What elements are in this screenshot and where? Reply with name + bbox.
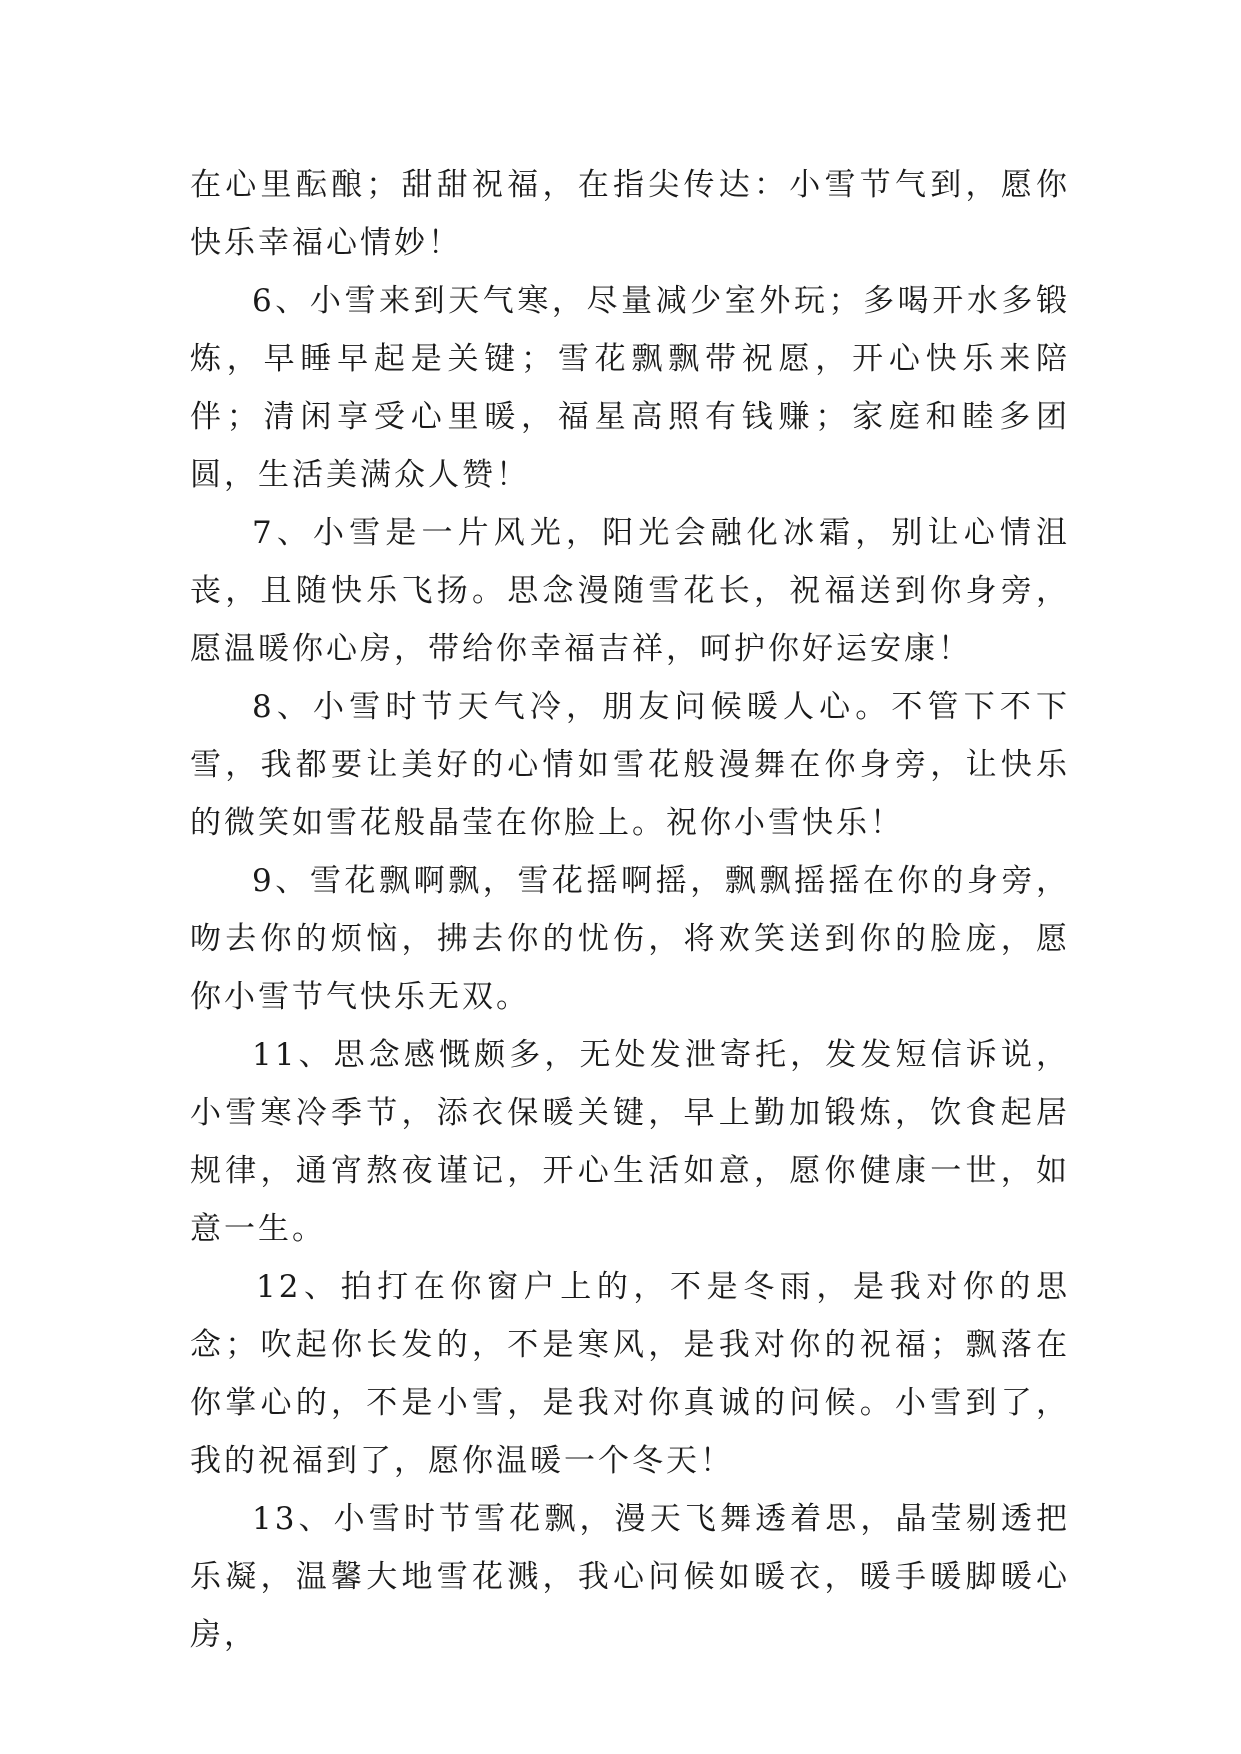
paragraph-7: 7、小雪是一片风光，阳光会融化冰霜，别让心情沮丧，且随快乐飞扬。思念漫随雪花长，祝福送到你身旁，愿温暖你心房，带给你幸福吉祥，呵护你好运安康！ [190, 515, 1070, 667]
body-text [190, 156, 1070, 1664]
paragraph-6: 6、小雪来到天气寒，尽量减少室外玩；多喝开水多锻炼，早睡早起是关键；雪花飘飘带祝愿，开心快乐来陪伴；清闲享受心里暖，福星高照有钱赚；家庭和睦多团圆，生活美满众人赞！ [190, 283, 1070, 493]
paragraph-12: 12、拍打在你窗户上的，不是冬雨，是我对你的思念；吹起你长发的，不是寒风，是我对你的祝福；飘落在你掌心的，不是小雪，是我对你真诚的问候。小雪到了，我的祝福到了，愿你温暖一个冬天！ [190, 1269, 1070, 1479]
paragraph-continued: 在心里酝酿；甜甜祝福，在指尖传达：小雪节气到，愿你快乐幸福心情妙！ [190, 167, 1070, 261]
paragraph-13: 13、小雪时节雪花飘，漫天飞舞透着思，晶莹剔透把乐凝，温馨大地雪花溅，我心问候如暖衣，暖手暖脚暖心房， [190, 1501, 1070, 1653]
paragraph-11: 11、思念感慨颇多，无处发泄寄托，发发短信诉说，小雪寒冷季节，添衣保暖关键，早上勤加锻炼，饮食起居规律，通宵熬夜谨记，开心生活如意，愿你健康一世，如意一生。 [190, 1037, 1070, 1247]
paragraph-9: 9、雪花飘啊飘，雪花摇啊摇，飘飘摇摇在你的身旁，吻去你的烦恼，拂去你的忧伤，将欢笑送到你的脸庞，愿你小雪节气快乐无双。 [190, 863, 1070, 1015]
paragraph-8: 8、小雪时节天气冷，朋友问候暖人心。不管下不下雪，我都要让美好的心情如雪花般漫舞在你身旁，让快乐的微笑如雪花般晶莹在你脸上。祝你小雪快乐！ [190, 689, 1070, 841]
